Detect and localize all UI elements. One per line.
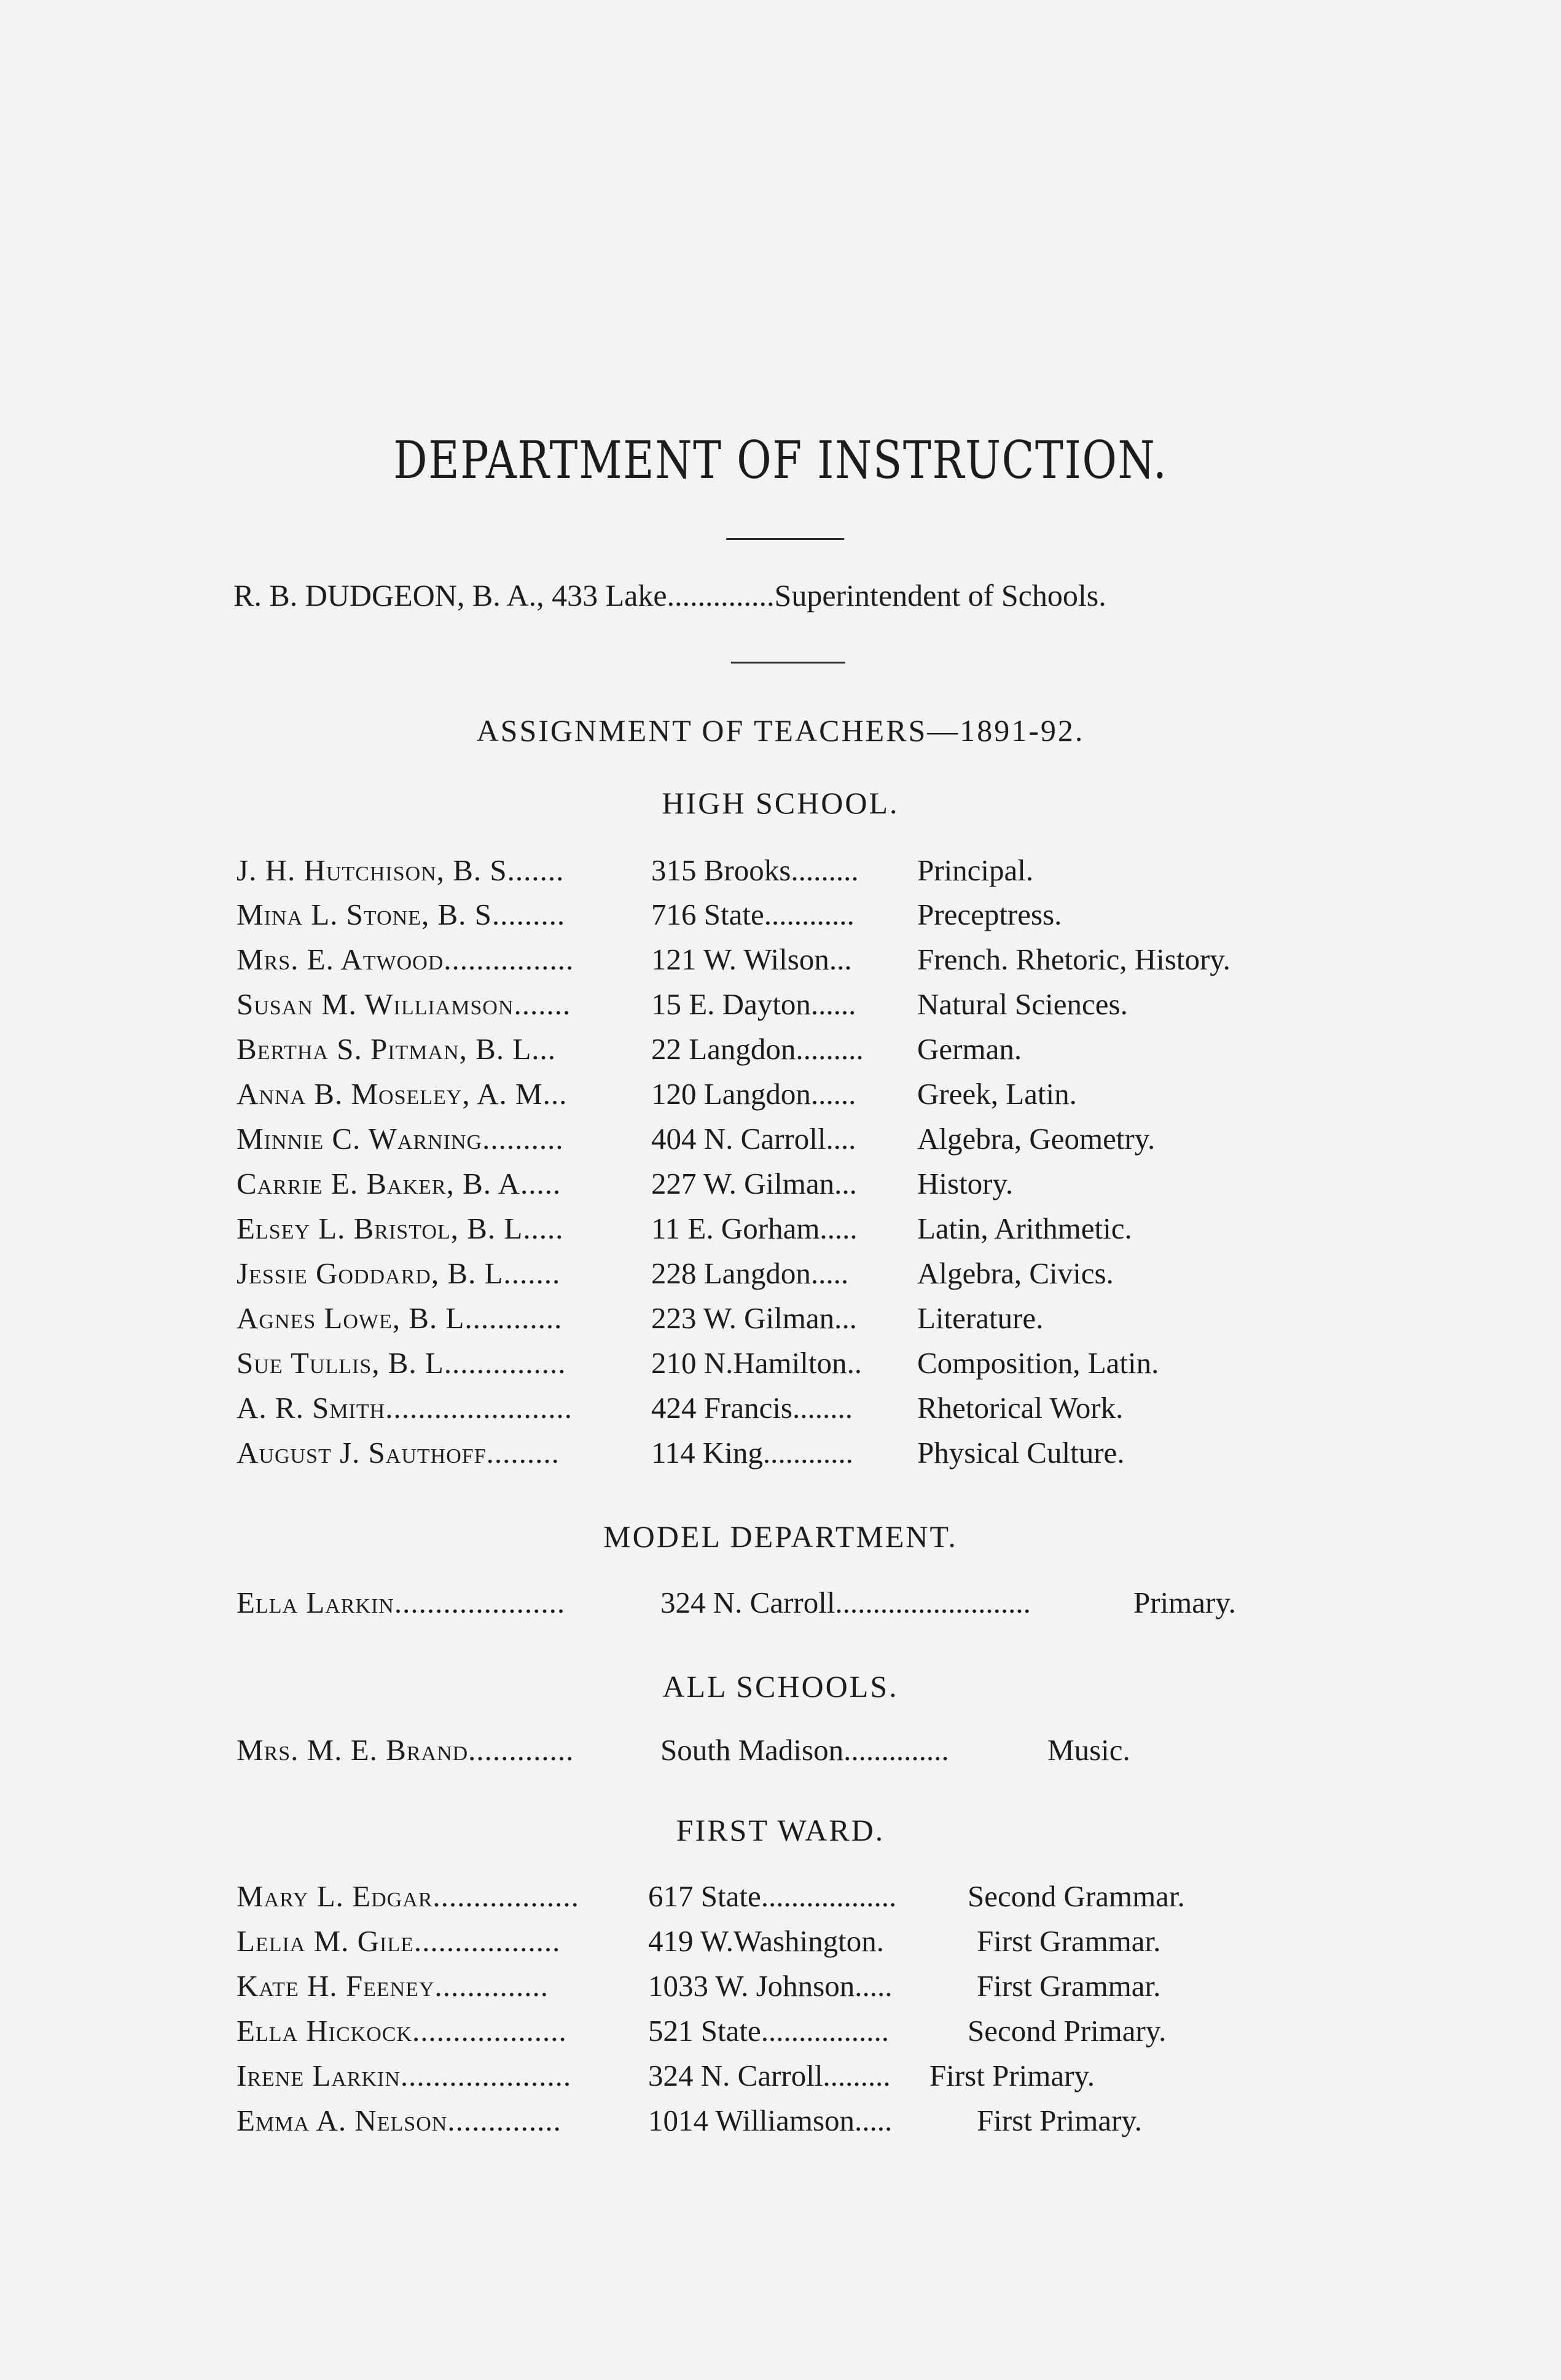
teacher-name: Ella Hickock................... xyxy=(237,2014,567,2048)
teacher-address: 716 State............ xyxy=(651,898,855,931)
teacher-subject: Algebra, Civics. xyxy=(917,1256,1114,1290)
teacher-address: 1014 Williamson..... xyxy=(648,2104,893,2137)
teacher-address: 223 W. Gilman... xyxy=(651,1301,857,1335)
teacher-subject: Music. xyxy=(1047,1733,1130,1767)
teacher-address: 315 Brooks......... xyxy=(651,853,859,887)
teacher-subject: French. Rhetoric, History. xyxy=(917,942,1230,976)
superintendent-line: R. B. DUDGEON, B. A., 433 Lake..............Superintendent of Schools. xyxy=(233,578,1106,613)
teacher-address: 419 W.Washington. xyxy=(648,1924,884,1958)
teacher-name: Anna B. Moseley, A. M... xyxy=(237,1077,568,1111)
teacher-subject: Rhetorical Work. xyxy=(917,1391,1124,1425)
teacher-address: 121 W. Wilson... xyxy=(651,942,852,976)
teacher-subject: History. xyxy=(917,1167,1014,1200)
teacher-name: Carrie E. Baker, B. A..... xyxy=(237,1167,561,1200)
teacher-address: 521 State................. xyxy=(648,2014,889,2048)
teacher-name: Bertha S. Pitman, B. L... xyxy=(237,1032,557,1066)
teacher-subject: Primary. xyxy=(1133,1586,1236,1619)
first-ward-heading: FIRST WARD. xyxy=(676,1813,885,1847)
teacher-address: 22 Langdon......... xyxy=(651,1032,864,1066)
teacher-subject: Natural Sciences. xyxy=(917,987,1128,1021)
teacher-subject: Literature. xyxy=(917,1301,1044,1335)
teacher-address: 227 W. Gilman... xyxy=(651,1167,857,1200)
superintendent-divider xyxy=(731,662,845,664)
teacher-name: J. H. Hutchison, B. S....... xyxy=(237,853,565,887)
teacher-address: 404 N. Carroll.... xyxy=(651,1122,856,1156)
teacher-subject: Latin, Arithmetic. xyxy=(917,1212,1132,1245)
teacher-subject: First Primary. xyxy=(977,2104,1143,2137)
teacher-subject: Principal. xyxy=(917,853,1034,887)
teacher-subject: German. xyxy=(917,1032,1022,1066)
teacher-address: 1033 W. Johnson..... xyxy=(648,1969,893,2003)
teacher-subject: First Grammar. xyxy=(977,1969,1161,2003)
teacher-name: Elsey L. Bristol, B. L..... xyxy=(237,1212,564,1245)
teacher-name: Emma A. Nelson.............. xyxy=(237,2104,561,2137)
teacher-name: Irene Larkin..................... xyxy=(237,2059,572,2092)
teacher-subject: First Primary. xyxy=(929,2059,1095,2092)
teacher-name: Mina L. Stone, B. S......... xyxy=(237,898,566,931)
teacher-subject: Composition, Latin. xyxy=(917,1346,1159,1380)
teacher-address: 120 Langdon...... xyxy=(651,1077,856,1111)
teacher-name: Mrs. E. Atwood................ xyxy=(237,942,574,976)
teacher-name: Jessie Goddard, B. L....... xyxy=(237,1256,561,1290)
teacher-address: 228 Langdon..... xyxy=(651,1256,849,1290)
teacher-subject: Second Primary. xyxy=(968,2014,1167,2048)
teacher-name: Mrs. M. E. Brand............. xyxy=(237,1733,574,1767)
teacher-address: 424 Francis........ xyxy=(651,1391,853,1425)
teacher-address: 15 E. Dayton...... xyxy=(651,987,856,1021)
teacher-name: Minnie C. Warning.......... xyxy=(237,1122,564,1156)
teacher-name: Lelia M. Gile.................. xyxy=(237,1924,561,1958)
teacher-address: 210 N.Hamilton.. xyxy=(651,1346,862,1380)
title-divider xyxy=(726,538,844,540)
teacher-name: A. R. Smith....................... xyxy=(237,1391,573,1425)
teacher-subject: First Grammar. xyxy=(977,1924,1161,1958)
teacher-name: Mary L. Edgar.................. xyxy=(237,1879,579,1913)
teacher-subject: Physical Culture. xyxy=(917,1436,1125,1470)
teacher-subject: Preceptress. xyxy=(917,898,1062,931)
teacher-address: 324 N. Carroll.......................... xyxy=(660,1586,1031,1619)
teacher-name: Susan M. Williamson....... xyxy=(237,987,571,1021)
teacher-subject: Greek, Latin. xyxy=(917,1077,1077,1111)
teacher-address: 324 N. Carroll......... xyxy=(648,2059,891,2092)
teacher-address: South Madison.............. xyxy=(660,1733,949,1767)
teacher-address: 617 State.................. xyxy=(648,1879,897,1913)
model-department-heading: MODEL DEPARTMENT. xyxy=(603,1519,958,1554)
teacher-subject: Algebra, Geometry. xyxy=(917,1122,1156,1156)
teacher-name: Agnes Lowe, B. L............ xyxy=(237,1301,563,1335)
teacher-address: 11 E. Gorham..... xyxy=(651,1212,858,1245)
teacher-address: 114 King............ xyxy=(651,1436,853,1470)
teacher-name: August J. Sauthoff......... xyxy=(237,1436,560,1470)
teacher-subject: Second Grammar. xyxy=(968,1879,1185,1913)
teacher-name: Kate H. Feeney.............. xyxy=(237,1969,549,2003)
teacher-name: Ella Larkin..................... xyxy=(237,1586,566,1619)
teacher-name: Sue Tullis, B. L............... xyxy=(237,1346,566,1380)
all-schools-heading: ALL SCHOOLS. xyxy=(662,1669,899,1704)
high-school-heading: HIGH SCHOOL. xyxy=(662,786,899,820)
page-title: DEPARTMENT OF INSTRUCTION. xyxy=(393,430,1168,490)
assignment-heading: ASSIGNMENT OF TEACHERS—1891-92. xyxy=(476,713,1085,748)
